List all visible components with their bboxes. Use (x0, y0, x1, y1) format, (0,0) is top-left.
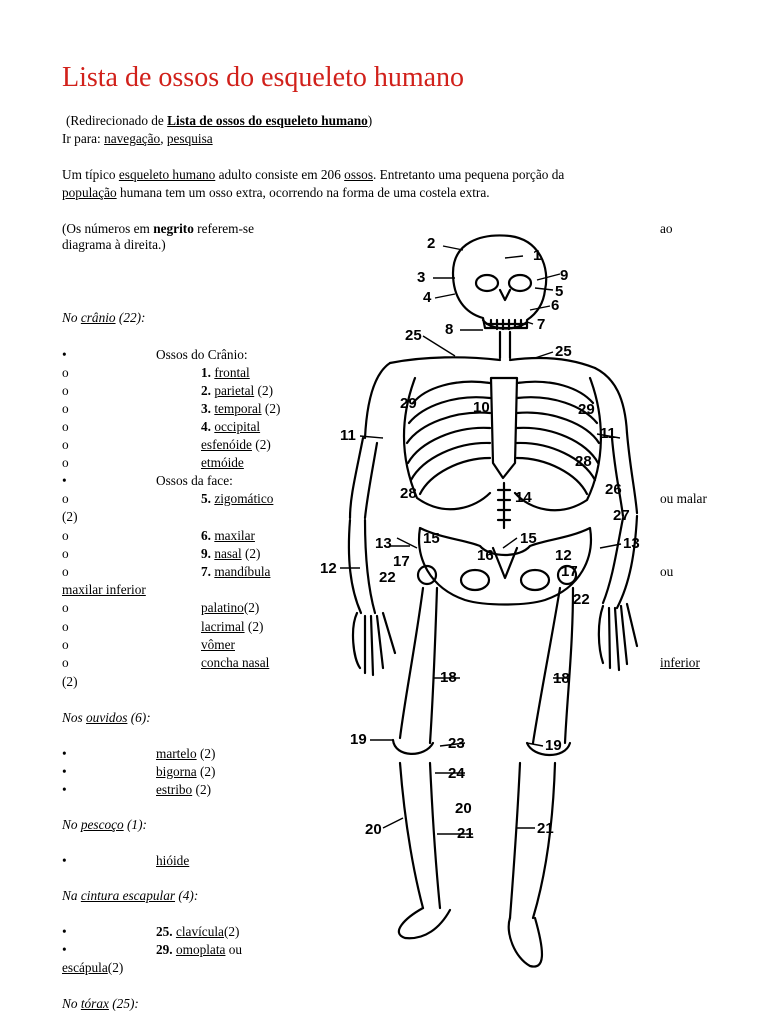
ouvidos-link[interactable]: ouvidos (86, 710, 128, 725)
list-item (201, 455, 244, 470)
diagram-label: 25 (405, 327, 422, 344)
group-label-face: Ossos da face: (156, 473, 233, 488)
diagram-label: 28 (400, 485, 417, 502)
diagram-label: 29 (578, 401, 595, 418)
list-item (201, 383, 273, 398)
heading-text: No (62, 310, 81, 325)
diagram-label: 22 (573, 591, 590, 608)
bone-link[interactable]: omoplata (175, 942, 226, 957)
list-item-wrap (62, 960, 123, 975)
item-tail-link[interactable]: inferior (660, 655, 700, 670)
sub-bullet: o (62, 528, 69, 543)
list-item (201, 365, 250, 380)
diagram-label: 18 (440, 669, 457, 686)
list-item (201, 528, 255, 543)
diagram-label: 9 (560, 267, 569, 284)
section-heading-cintura (62, 888, 198, 903)
intro-text: Um típico (62, 167, 119, 182)
list-item (201, 564, 270, 579)
list-item (156, 746, 215, 761)
diagram-label: 27 (613, 507, 630, 524)
bone-link[interactable]: lacrimal (201, 619, 245, 634)
bone-link[interactable]: mandíbula (214, 564, 271, 579)
item-number: 29. (156, 942, 173, 957)
list-item (201, 619, 263, 634)
cintura-link[interactable]: cintura escapular (80, 888, 176, 903)
note-text: (Os números em (62, 221, 154, 236)
bone-link[interactable]: etmóide (201, 455, 244, 470)
item-number: 9. (201, 546, 211, 561)
sub-bullet: o (62, 419, 69, 434)
redirect-suffix: ) (367, 113, 373, 128)
section-heading-cranio (62, 310, 145, 325)
diagram-label: 20 (365, 821, 382, 838)
note-text: referem-se (193, 221, 255, 236)
list-item (201, 546, 260, 561)
diagram-label: 17 (393, 553, 410, 570)
diagram-label: 13 (375, 535, 392, 552)
bone-link[interactable]: escápula (62, 960, 108, 975)
bone-link[interactable]: palatino (201, 600, 244, 615)
redirect-link[interactable]: Lista de ossos do esqueleto humano (167, 113, 368, 128)
diagram-label: 19 (545, 737, 562, 754)
skeleton-diagram (305, 228, 660, 980)
diagram-label: 14 (515, 489, 532, 506)
list-item (156, 764, 215, 779)
jump-prefix: Ir para: (62, 131, 105, 146)
torax-link[interactable]: tórax (80, 996, 109, 1011)
diagram-label: 21 (457, 825, 474, 842)
diagram-label: 12 (320, 560, 337, 577)
note-line-2: diagrama à direita.) (62, 237, 166, 252)
diagram-label: 6 (551, 297, 560, 314)
diagram-label: 28 (575, 453, 592, 470)
item-number: 4. (201, 419, 211, 434)
item-extra: (2) (192, 782, 212, 797)
bullet: • (62, 942, 67, 957)
diagram-label: 19 (350, 731, 367, 748)
bone-link[interactable]: temporal (214, 401, 262, 416)
bullet: • (62, 924, 67, 939)
skeleton-link[interactable]: esqueleto humano (118, 167, 216, 182)
jump-separator: , (160, 131, 167, 146)
jump-links (62, 131, 213, 146)
skeleton-drawing (349, 235, 637, 966)
diagram-label: 15 (423, 530, 440, 547)
redirect-note (66, 113, 372, 128)
bullet: • (62, 473, 67, 488)
bullet: • (62, 782, 67, 797)
group-label-cranio: Ossos do Crânio: (156, 347, 248, 362)
diagram-label: 4 (423, 289, 432, 306)
item-number: 3. (201, 401, 211, 416)
population-link[interactable]: população (62, 185, 117, 200)
item-extra: (2) (223, 924, 240, 939)
list-item (156, 924, 239, 939)
bone-link[interactable]: hióide (156, 853, 190, 868)
item-tail: ou (660, 564, 674, 579)
heading-text: (4): (175, 888, 199, 903)
mandible-wrap-link[interactable]: maxilar inferior (62, 582, 146, 597)
item-extra: (2) (251, 437, 271, 452)
diagram-label: 15 (520, 530, 537, 547)
section-heading-ouvidos (62, 710, 151, 725)
diagram-label: 24 (448, 765, 465, 782)
item-wrap: (2) (62, 509, 78, 524)
item-number: 7. (201, 564, 211, 579)
search-link[interactable]: pesquisa (166, 131, 213, 146)
list-item (201, 401, 280, 416)
intro-text: humana tem um osso extra, ocorrendo na forma de uma costela extra. (116, 185, 490, 200)
heading-text: No (62, 996, 81, 1011)
note-bold: negrito (153, 221, 194, 236)
list-item (201, 600, 259, 615)
heading-text: (22): (115, 310, 146, 325)
diagram-label: 16 (477, 547, 494, 564)
bullet: • (62, 347, 67, 362)
item-extra: (2) (243, 600, 260, 615)
diagram-label: 12 (555, 547, 572, 564)
diagram-label: 22 (379, 569, 396, 586)
item-extra: (2) (254, 383, 274, 398)
heading-text: Nos (62, 710, 87, 725)
pescoco-link[interactable]: pescoço (80, 817, 124, 832)
bone-link[interactable]: zigomático (214, 491, 274, 506)
diagram-label: 8 (445, 321, 454, 338)
intro-line-1 (62, 167, 564, 182)
sub-bullet: o (62, 437, 69, 452)
intro-line-2 (62, 185, 490, 200)
bullet: • (62, 746, 67, 761)
diagram-label: 7 (537, 316, 546, 333)
item-number: 5. (201, 491, 211, 506)
bone-link[interactable]: esfenóide (201, 437, 252, 452)
diagram-label: 26 (605, 481, 622, 498)
diagram-label: 29 (400, 395, 417, 412)
bone-link[interactable]: occipital (214, 419, 261, 434)
bone-link[interactable]: clavícula (175, 924, 224, 939)
bones-link[interactable]: ossos (344, 167, 373, 182)
list-item (201, 437, 271, 452)
navigation-link[interactable]: navegação (104, 131, 161, 146)
bone-link[interactable]: nasal (214, 546, 242, 561)
item-extra: ou (225, 942, 243, 957)
item-number: 2. (201, 383, 211, 398)
list-item (201, 655, 269, 670)
sub-bullet: o (62, 564, 69, 579)
list-item (201, 419, 260, 434)
heading-text: Na (62, 888, 81, 903)
sub-bullet: o (62, 637, 69, 652)
bullet: • (62, 764, 67, 779)
intro-text: adulto consiste em 206 (215, 167, 345, 182)
item-number: 25. (156, 924, 173, 939)
heading-text: (6): (127, 710, 151, 725)
diagram-label: 5 (555, 283, 564, 300)
diagram-label: 11 (340, 427, 356, 444)
item-extra: (2) (241, 546, 261, 561)
bone-link[interactable]: vômer (201, 637, 235, 652)
page-title: Lista de ossos do esqueleto humano (62, 62, 465, 93)
diagram-label: 23 (448, 735, 465, 752)
sub-bullet: o (62, 655, 69, 670)
section-heading-pescoco (62, 817, 147, 832)
bone-link[interactable]: concha nasal (201, 655, 270, 670)
list-item (201, 637, 235, 652)
heading-text: No (62, 817, 81, 832)
list-item (201, 491, 273, 506)
list-item (156, 942, 242, 957)
sub-bullet: o (62, 619, 69, 634)
note-ao: ao (660, 221, 673, 236)
item-number: 6. (201, 528, 211, 543)
note-line-1 (62, 221, 254, 236)
bone-link[interactable]: estribo (156, 782, 193, 797)
bone-link[interactable]: bigorna (156, 764, 197, 779)
list-item (156, 853, 189, 868)
diagram-label: 11 (600, 425, 616, 442)
sub-bullet: o (62, 383, 69, 398)
intro-text: . Entretanto uma pequena porção da (373, 167, 565, 182)
item-extra: (2) (196, 764, 216, 779)
bone-link[interactable]: parietal (214, 383, 255, 398)
item-wrap: (2) (62, 674, 78, 689)
heading-text: (25): (108, 996, 139, 1011)
heading-text: (1): (123, 817, 147, 832)
section-heading-torax (62, 996, 139, 1011)
bone-link[interactable]: maxilar (214, 528, 255, 543)
item-extra: (2) (244, 619, 264, 634)
diagram-label: 1 (533, 247, 542, 264)
sub-bullet: o (62, 546, 69, 561)
diagram-label: 13 (623, 535, 640, 552)
sub-bullet: o (62, 401, 69, 416)
cranio-link[interactable]: crânio (80, 310, 116, 325)
diagram-label: 20 (455, 800, 472, 817)
diagram-label: 21 (537, 820, 554, 837)
sub-bullet: o (62, 491, 69, 506)
diagram-label: 2 (427, 235, 436, 252)
diagram-label: 18 (553, 670, 570, 687)
item-extra: (2) (196, 746, 216, 761)
sub-bullet: o (62, 600, 69, 615)
bone-link[interactable]: frontal (214, 365, 250, 380)
diagram-label: 3 (417, 269, 426, 286)
item-tail: ou malar (660, 491, 707, 506)
item-extra: (2) (107, 960, 124, 975)
diagram-label: 10 (473, 399, 490, 416)
bullet: • (62, 853, 67, 868)
sub-bullet: o (62, 455, 69, 470)
redirect-prefix: (Redirecionado de (66, 113, 168, 128)
sub-bullet: o (62, 365, 69, 380)
diagram-label: 25 (555, 343, 572, 360)
item-extra: (2) (261, 401, 281, 416)
bone-link[interactable]: martelo (156, 746, 197, 761)
list-item (156, 782, 211, 797)
diagram-label: 17 (561, 563, 578, 580)
item-number: 1. (201, 365, 211, 380)
